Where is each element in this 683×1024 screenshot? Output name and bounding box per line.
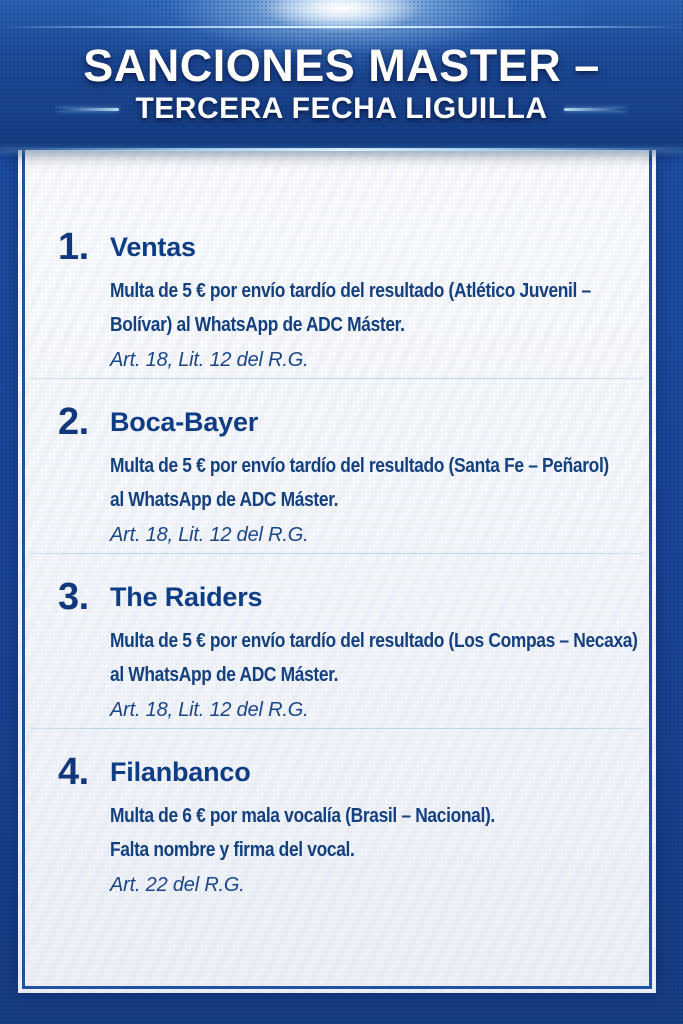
item-text: [110, 755, 642, 897]
sanction-line: Multa de 5 € por envío tardío del resultado (Los Compas – Necaxa): [110, 630, 638, 652]
sanction-item-1: [18, 226, 656, 378]
sanction-item-2: [18, 379, 656, 553]
item-number: 1.: [58, 226, 89, 268]
sanction-line: Bolívar) al WhatsApp de ADC Máster.: [110, 314, 405, 336]
header-banner: [0, 0, 683, 150]
sanction-item-3: [18, 554, 656, 728]
sanctions-card: [18, 150, 656, 993]
card-content: [18, 150, 656, 903]
team-name: Boca-Bayer: [110, 407, 259, 437]
sanction-line: al WhatsApp de ADC Máster.: [110, 489, 339, 511]
item-text: [110, 230, 642, 372]
item-text: [110, 580, 642, 722]
article-reference: Art. 22 del R.G.: [110, 874, 245, 896]
sanction-line: al WhatsApp de ADC Máster.: [110, 664, 339, 686]
item-number: 2.: [58, 401, 89, 443]
team-name: Filanbanco: [110, 757, 251, 787]
article-reference: Art. 18, Lit. 12 del R.G.: [110, 699, 309, 721]
subtitle-dash-right: [564, 108, 626, 111]
team-name: The Raiders: [110, 582, 263, 612]
banner-bottom-glow-line: [0, 148, 683, 151]
item-number: 4.: [58, 751, 89, 793]
banner-top-glow-line: [0, 26, 683, 28]
subtitle-row: [41, 92, 641, 126]
article-reference: Art. 18, Lit. 12 del R.G.: [110, 349, 309, 371]
team-name: Ventas: [110, 232, 196, 262]
article-reference: Art. 18, Lit. 12 del R.G.: [110, 524, 309, 546]
item-text: [110, 405, 642, 547]
sanction-line: Multa de 5 € por envío tardío del resultado (Atlético Juvenil –: [110, 280, 591, 302]
poster-subtitle: TERCERA FECHA LIGUILLA: [135, 92, 548, 125]
poster-title: SANCIONES MASTER –: [83, 40, 600, 91]
subtitle-dash-left: [57, 108, 119, 111]
sanction-line: Multa de 6 € por mala vocalía (Brasil – Nacional).: [110, 805, 495, 827]
sanction-line: Multa de 5 € por envío tardío del resultado (Santa Fe – Peñarol): [110, 455, 609, 477]
sanction-line: Falta nombre y firma del vocal.: [110, 839, 355, 861]
sanction-item-4: [18, 729, 656, 903]
item-number: 3.: [58, 576, 89, 618]
